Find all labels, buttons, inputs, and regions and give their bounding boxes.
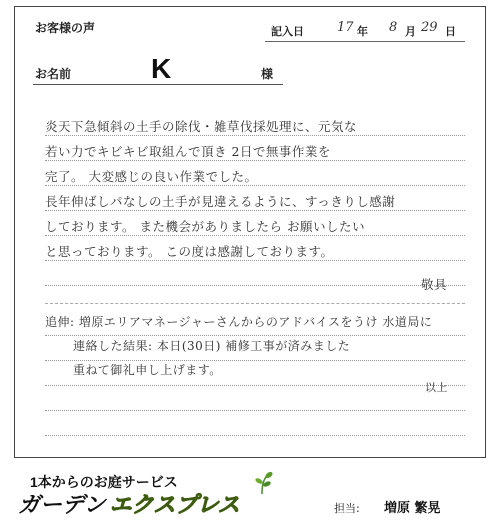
postscript-signoff: 以上 bbox=[425, 381, 448, 394]
ruled-line bbox=[45, 235, 465, 236]
message-signoff: 敬具 bbox=[421, 277, 448, 292]
ruled-line bbox=[45, 285, 465, 286]
ruled-line bbox=[45, 260, 465, 261]
ruled-line bbox=[45, 210, 465, 211]
name-underline bbox=[33, 84, 283, 85]
ruled-line bbox=[45, 385, 465, 386]
name-suffix: 様 bbox=[261, 67, 274, 81]
ruled-line bbox=[45, 435, 465, 436]
ruled-line bbox=[45, 185, 465, 186]
ruled-line bbox=[45, 160, 465, 161]
brand-logo bbox=[18, 488, 240, 518]
date-month: 8 bbox=[389, 20, 398, 35]
ruled-line bbox=[45, 410, 465, 411]
customer-name: K bbox=[151, 53, 172, 84]
date-label: 記入日 bbox=[271, 25, 304, 38]
day-label: 日 bbox=[445, 25, 456, 38]
message-line: 長年伸ばしパなしの土手が見違えるように、すっきりし感謝 bbox=[45, 194, 396, 209]
message-line: しております。 また機会がありましたら お願いしたい bbox=[45, 219, 365, 234]
leaf-icon bbox=[250, 470, 276, 496]
postscript-line: 連絡した結果: 本日(30日) 補修工事が済みました bbox=[73, 339, 351, 353]
ruled-line bbox=[45, 335, 465, 336]
name-label: お名前 bbox=[35, 67, 72, 81]
message-line: と思っております。 この度は感謝しております。 bbox=[45, 244, 334, 259]
postscript-line: 重ねて御礼申し上げます。 bbox=[73, 363, 222, 377]
form-title: お客様の声 bbox=[35, 21, 96, 35]
logo-text-garden: ガーデン bbox=[18, 492, 106, 517]
feedback-form-card bbox=[14, 6, 486, 458]
date-row bbox=[265, 20, 465, 41]
staff-label: 担当: bbox=[334, 502, 360, 515]
month-label: 月 bbox=[405, 25, 416, 38]
message-line: 完了。 大変感じの良い作業でした。 bbox=[45, 169, 258, 184]
ruled-line bbox=[45, 135, 465, 136]
year-label: 年 bbox=[357, 25, 368, 38]
footer-slogan: 1本からのお庭サービス bbox=[30, 474, 178, 490]
section-divider bbox=[45, 303, 465, 304]
date-underline bbox=[265, 41, 465, 42]
message-line: 若い力でキビキビ取組んで頂き 2日で無事作業を bbox=[45, 144, 331, 159]
date-day: 29 bbox=[421, 20, 438, 35]
date-year: 17 bbox=[337, 20, 354, 35]
staff-name: 増原 繁晃 bbox=[384, 501, 441, 516]
message-line: 炎天下急傾斜の土手の除伐・雑草伐採処理に、元気な bbox=[45, 119, 358, 134]
postscript-line: 追伸: 増原エリアマネージャーさんからのアドバイスをうけ 水道局に bbox=[45, 315, 433, 329]
logo-text-express: エクスプレス bbox=[109, 492, 240, 517]
